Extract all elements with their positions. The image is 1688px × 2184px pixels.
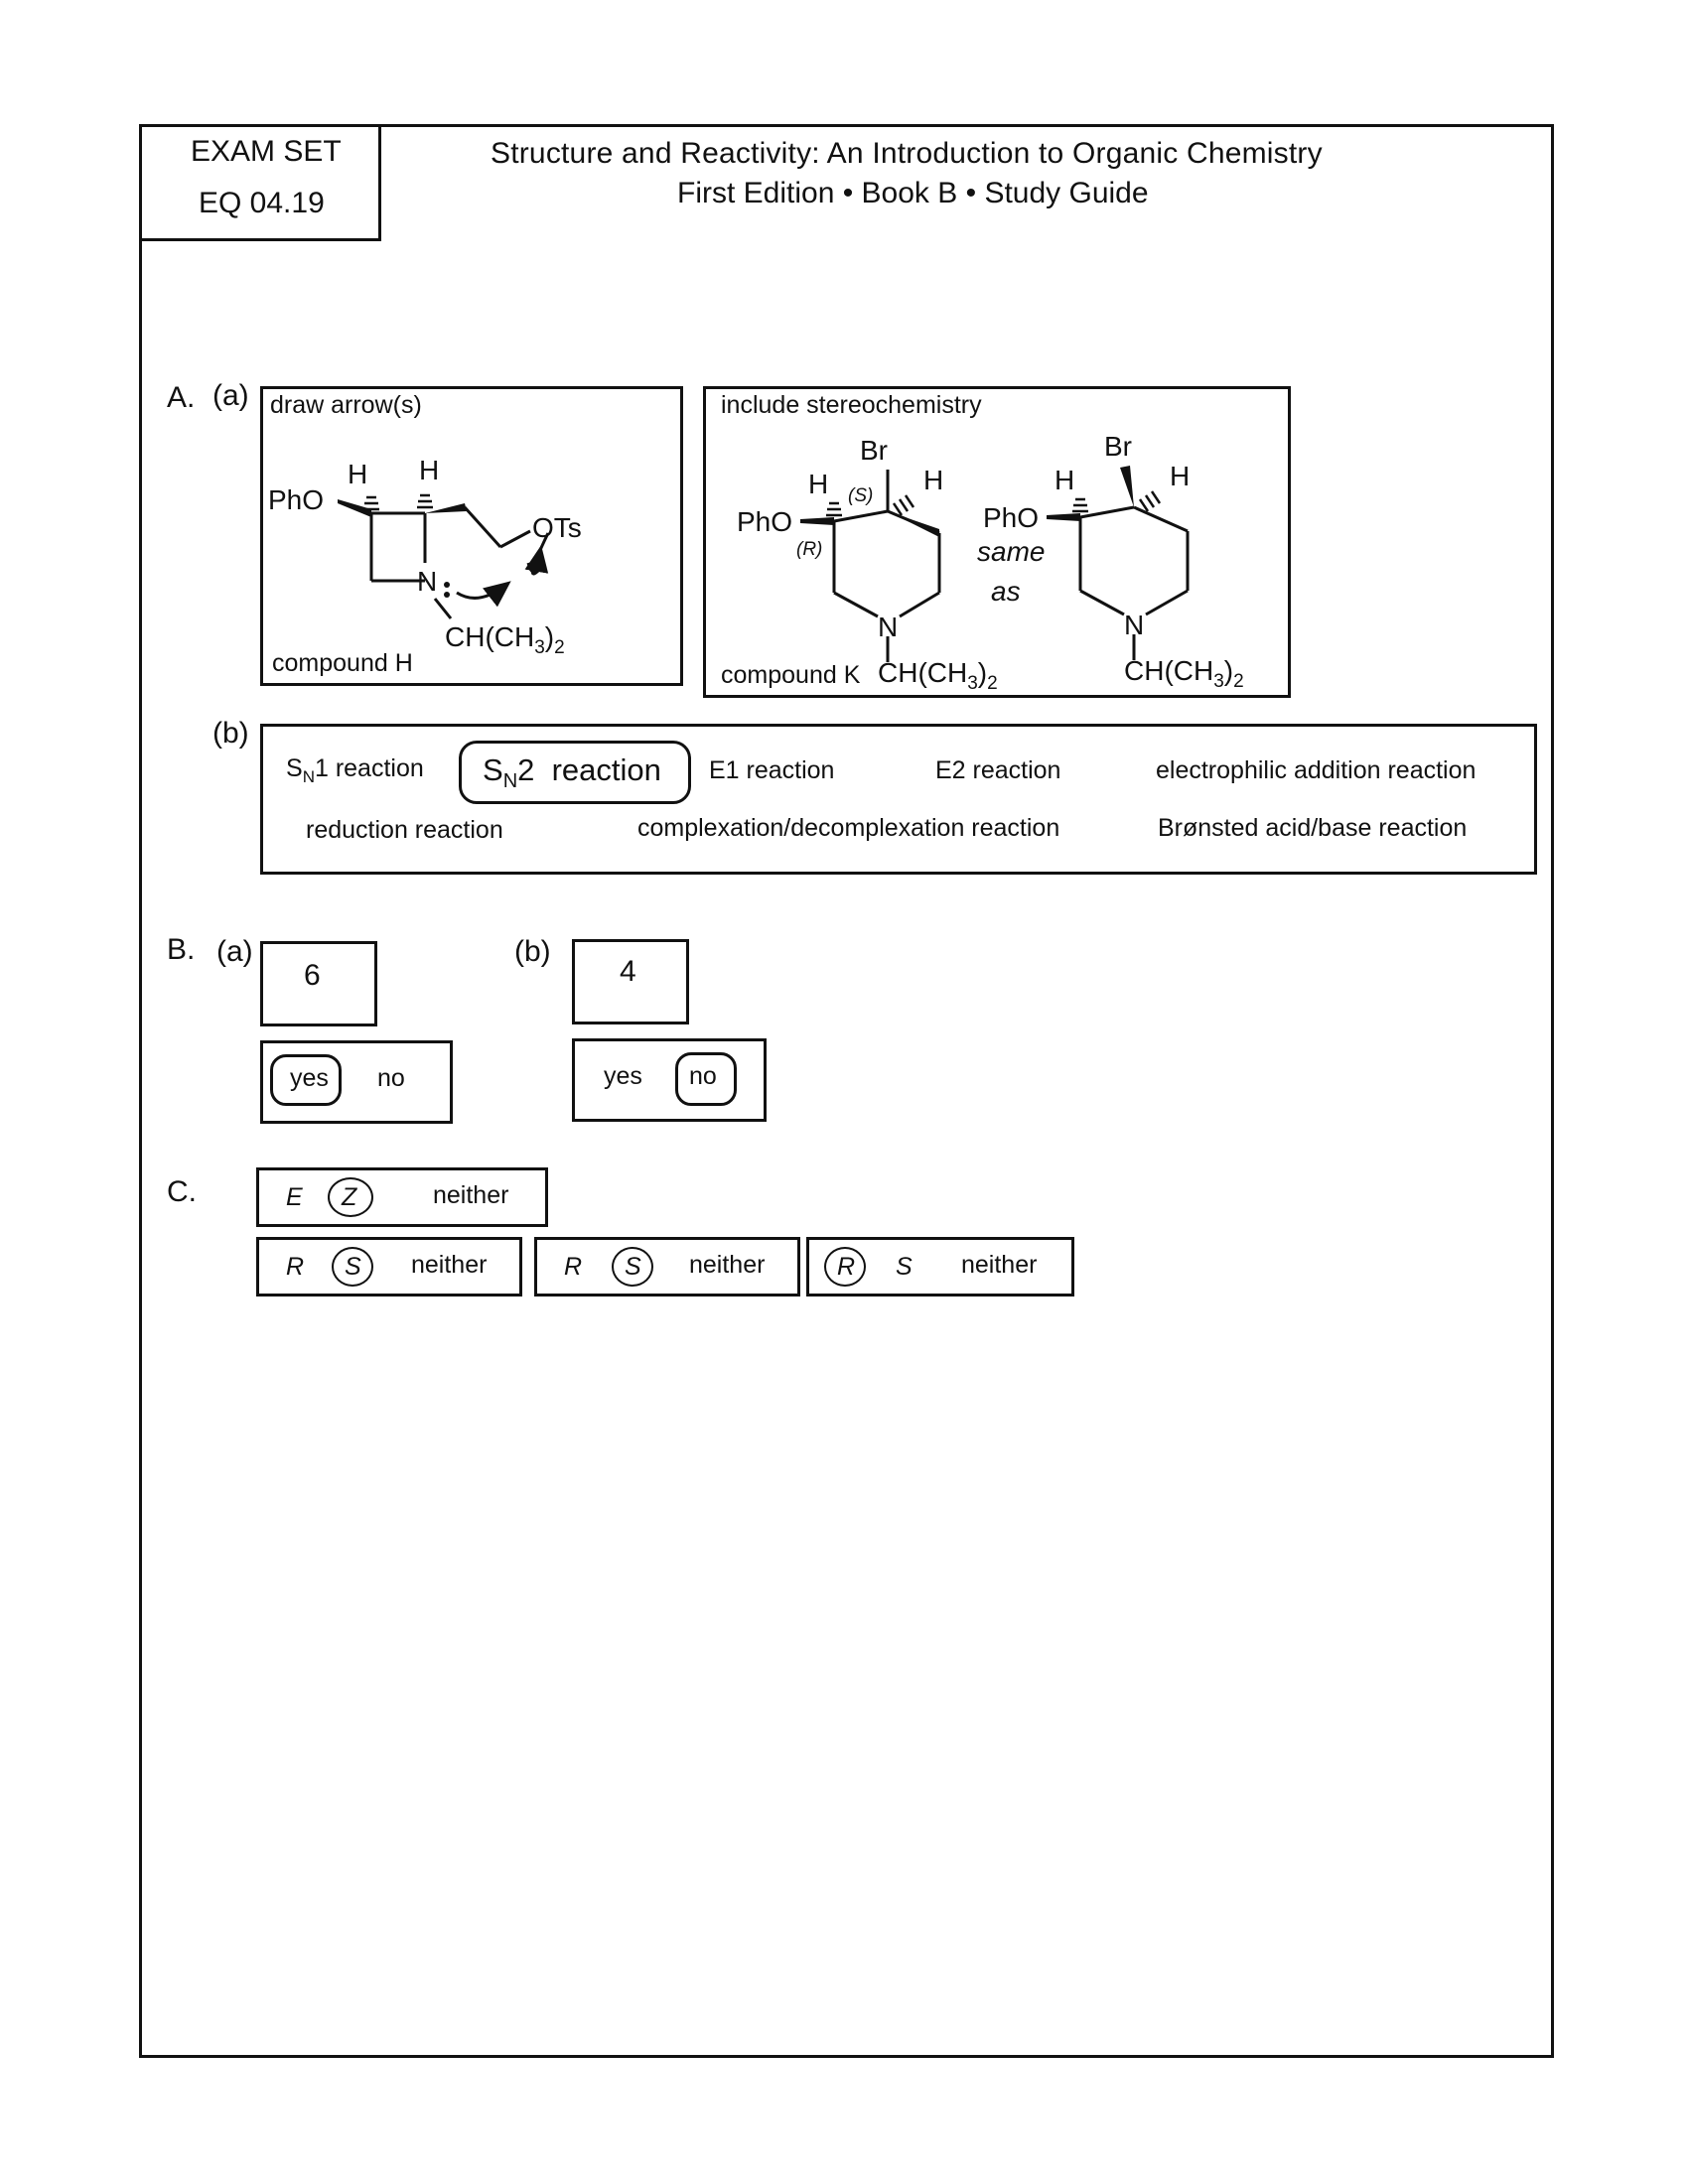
ez-neither-option[interactable]: neither <box>433 1181 509 1209</box>
yes-no-b-box <box>572 1038 767 1122</box>
option-bronsted[interactable]: Brønsted acid/base reaction <box>1158 814 1468 842</box>
atom-h-right: H <box>419 455 440 485</box>
left-isopropyl: $CH(CH_3)_2$ <box>878 657 998 694</box>
right-h1: H <box>1055 465 1075 495</box>
left-s-label: (S) <box>848 485 874 506</box>
left-pho: PhO <box>737 506 793 537</box>
reaction-choices-box <box>260 724 1537 875</box>
section-a-part-b: (b) <box>212 717 249 750</box>
exam-set-label: EXAM SET <box>191 135 342 168</box>
same-label: same <box>977 536 1046 567</box>
rs1-neither-option[interactable]: neither <box>411 1251 488 1279</box>
option-e1[interactable]: E1 reaction <box>709 756 835 784</box>
no-b-option[interactable]: no <box>689 1062 717 1090</box>
option-sn1[interactable]: $S_N1$ reaction <box>286 754 424 786</box>
rs2-neither-option[interactable]: neither <box>689 1251 766 1279</box>
compound-h-structure <box>260 386 683 686</box>
yes-b-option[interactable]: yes <box>604 1062 642 1090</box>
no-a-option[interactable]: no <box>377 1064 405 1092</box>
option-electrophilic-addition[interactable]: electrophilic addition reaction <box>1156 756 1477 784</box>
left-r-label: (R) <box>796 539 823 560</box>
right-h2: H <box>1170 461 1191 491</box>
section-c-label: C. <box>167 1175 197 1208</box>
draw-arrows-instruction: draw arrow(s) <box>270 391 422 419</box>
stereochemistry-instruction: include stereochemistry <box>721 391 982 419</box>
yes-a-option[interactable]: yes <box>290 1064 329 1092</box>
section-a-part-a: (a) <box>212 379 249 412</box>
left-br: Br <box>860 435 888 466</box>
option-e2[interactable]: E2 reaction <box>935 756 1061 784</box>
section-b-part-a: (a) <box>216 935 253 968</box>
atom-h-left: H <box>348 459 368 489</box>
ez-z-option[interactable]: Z <box>342 1183 357 1211</box>
rs3-s-option[interactable]: S <box>896 1253 913 1281</box>
left-h1: H <box>808 469 829 499</box>
rs3-r-option[interactable]: R <box>837 1253 856 1281</box>
atom-ots: OTs <box>532 512 582 543</box>
as-label: as <box>991 576 1021 607</box>
atom-n: N <box>417 566 438 597</box>
right-br: Br <box>1104 431 1132 462</box>
right-n: N <box>1124 610 1145 640</box>
section-b-label: B. <box>167 933 196 966</box>
section-b-part-b: (b) <box>514 935 551 968</box>
atom-pho: PhO <box>268 484 325 515</box>
rs1-r-option[interactable]: R <box>286 1253 305 1281</box>
exam-code: EQ 04.19 <box>199 187 325 219</box>
left-n: N <box>878 612 899 642</box>
option-sn2[interactable]: $S_N2$ reaction <box>483 752 661 793</box>
rs2-s-option[interactable]: S <box>625 1253 641 1281</box>
left-h2: H <box>923 465 944 495</box>
option-reduction[interactable]: reduction reaction <box>306 816 503 844</box>
answer-a-value: 6 <box>304 959 321 992</box>
book-title: Structure and Reactivity: An Introduction to Organic Chemistry <box>491 137 1323 170</box>
rs2-r-option[interactable]: R <box>564 1253 583 1281</box>
compound-h-caption: compound H <box>272 649 413 677</box>
ez-e-option[interactable]: E <box>286 1183 303 1211</box>
rs3-neither-option[interactable]: neither <box>961 1251 1038 1279</box>
rs1-s-option[interactable]: S <box>345 1253 361 1281</box>
book-subtitle: First Edition • Book B • Study Guide <box>677 177 1149 209</box>
compound-k-structure <box>703 386 1291 698</box>
section-a-label: A. <box>167 381 196 414</box>
right-pho: PhO <box>983 502 1040 533</box>
isopropyl-group: $CH(CH_3)_2$ <box>445 621 565 658</box>
compound-k-caption: compound K <box>721 661 861 689</box>
option-complexation[interactable]: complexation/decomplexation reaction <box>637 814 1060 842</box>
right-isopropyl: $CH(CH_3)_2$ <box>1124 655 1244 692</box>
answer-b-value: 4 <box>620 955 636 988</box>
